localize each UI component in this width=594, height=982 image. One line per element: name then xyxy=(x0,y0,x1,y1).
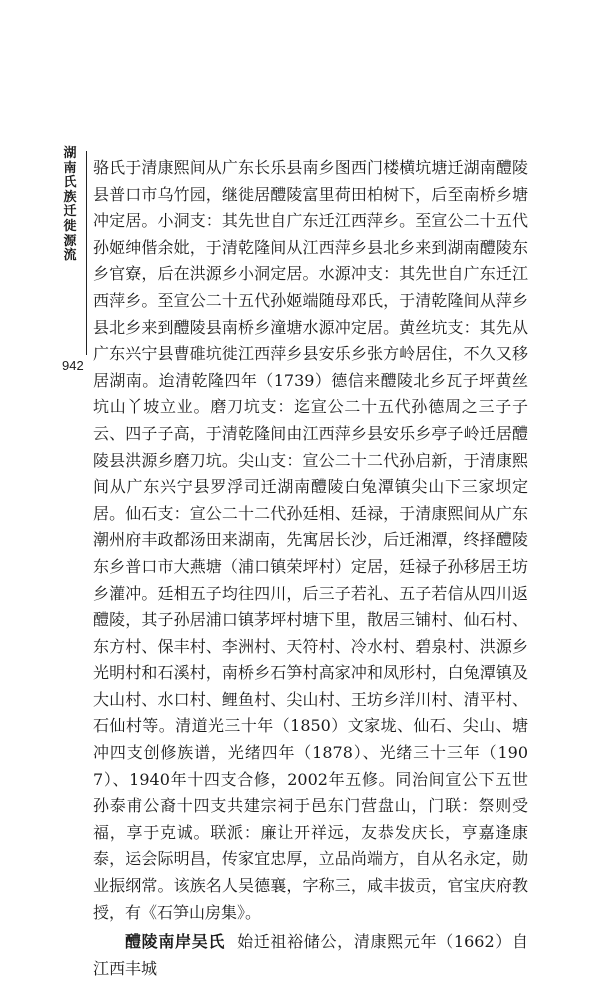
running-title: 湖南氏族迁徙源流 xyxy=(63,146,77,264)
section-heading: 醴陵南岸吴氏 xyxy=(125,932,226,952)
page-number: 942 xyxy=(62,358,84,373)
body-paragraph: 骆氏于清康熙间从广东长乐县南乡图西门楼横坑塘迁湖南醴陵县普口市乌竹园，继徙居醴陵富里荷田柏树下，后至南桥乡塘冲定居。小洞支：其先世自广东迁江西萍乡。至宣公二十五代孙姬绅偕余妣，于清乾隆间从江西萍乡县北乡来到湖南醴陵东乡官寮，后在洪源乡小洞定居。水源冲支：其先世自广东迁江西萍乡。至宣公二十五代孙姬端随母邓氏，于清乾隆间从萍乡县北乡来到醴陵县南桥乡潼塘水源冲定居。黄丝坑支：其先从广东兴宁县曹碓坑徙江西萍乡县安乐乡张方岭居住，不久又移居湖南。迨清乾隆四年（1739）德信来醴陵北乡瓦子坪黄丝坑山丫坡立业。磨刀坑支：迄宣公二十五代孙德周之三子子云、四子子高，于清乾隆间由江西萍乡县安乐乡亭子岭迁居醴陵县洪源乡磨刀坑。尖山支：宣公二十二代孙启新，于清康熙间从广东兴宁县罗浮司迁湖南醴陵白兔潭镇尖山下三家坝定居。仙石支：宣公二十二代孙廷相、廷禄，于清康熙间从广东潮州府丰政都汤田来湖南，先寓居长沙，后迁湘潭，终择醴陵东乡普口市大燕塘（浦口镇荣坪村）定居，廷禄子孙移居王坊乡灌冲。廷相五子均往四川，后三子若礼、五子若信从四川返醴陵，其子孙居浦口镇茅坪村塘下里，散居三铺村、仙石村、东方村、保丰村、李洲村、天符村、冷水村、碧泉村、洪源乡光明村和石溪村，南桥乡石笋村高家冲和凤形村，白兔潭镇及大山村、水口村、鲤鱼村、尖山村、王坊乡洋川村、清平村、石仙村等。清道光三十年（1850）文家垅、仙石、尖山、塘冲四支创修族谱，光绪四年（1878）、光绪三十三年（1907）、1940年十四支合修，2002年五修。同治间宣公下五世孙泰甫公裔十四支共建宗祠于邑东门营盘山，门联：祭则受福，享于克诚。联派：廉让开祥远，友恭发庆长，亨嘉逢康泰，运会际明昌，传家宜忠厚，立品尚端方，自从名永定，勋业振纲常。该族名人吴德襄，字称三，咸丰拔贡，官宝庆府教授，有《石笋山房集》。 xyxy=(93,158,528,922)
section-text: 始迁祖裕储公，清康熙元年（1662）自江西丰城 xyxy=(93,932,528,978)
section-paragraph xyxy=(93,929,528,982)
page-body xyxy=(93,155,528,982)
margin-divider xyxy=(86,151,87,355)
